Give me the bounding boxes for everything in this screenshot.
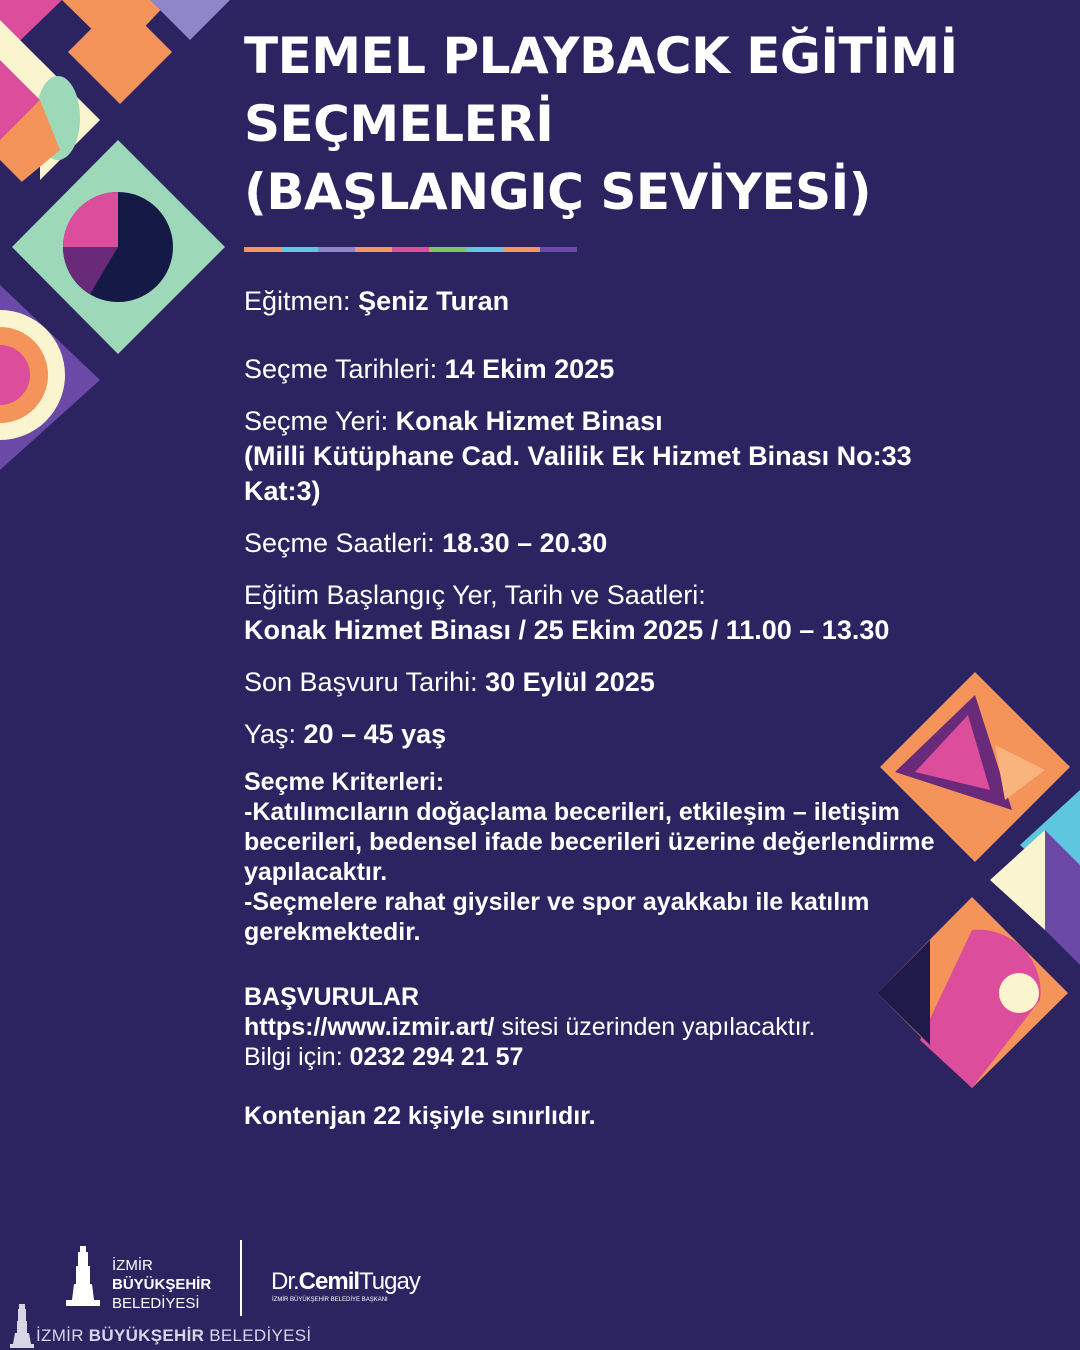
mayor-logo-name: Dr.CemilTugay (271, 1268, 420, 1295)
deadline-value: 30 Eylül 2025 (485, 667, 655, 697)
criteria-line: -Seçmelere rahat giysiler ve spor ayakkabı ile katılım (244, 888, 870, 916)
applications-heading (244, 982, 984, 1012)
event-details (244, 284, 984, 1131)
info-phone-row (244, 1042, 984, 1072)
izmir-logo-line: BÜYÜKŞEHİR (112, 1276, 212, 1293)
title-line: SEÇMELERİ (244, 95, 554, 153)
criteria-line: becerileri, bedensel ifade becerileri üzerine değerlendirme (244, 828, 935, 856)
training-start-value: Konak Hizmet Binası / 25 Ekim 2025 / 11.00 – 13.30 (244, 615, 890, 645)
title-line: (BAŞLANGIÇ SEVİYESİ) (244, 163, 872, 221)
deadline-row (244, 665, 984, 700)
applications-url-link[interactable]: https://www.izmir.art/ (244, 1013, 495, 1041)
training-start-value-row (244, 613, 984, 648)
training-start-label: Eğitim Başlangıç Yer, Tarih ve Saatleri: (244, 580, 706, 610)
audition-dates-value: 14 Ekim 2025 (444, 354, 615, 384)
izmir-logo-line: BELEDİYESİ (112, 1295, 200, 1312)
izmir-clock-tower-icon (66, 1246, 100, 1306)
color-divider (244, 247, 577, 252)
age-row (244, 717, 984, 752)
instructor-label: Eğitmen: (244, 286, 359, 316)
applications-url-suffix: sitesi üzerinden yapılacaktır. (494, 1013, 816, 1041)
logos-area (60, 1238, 480, 1318)
audition-place-row (244, 404, 984, 439)
audition-floor: Kat:3) (244, 476, 321, 506)
quota-note (244, 1101, 984, 1131)
criteria-heading (244, 767, 984, 797)
instructor-row (244, 284, 984, 319)
izmir-logo-line: İZMİR (112, 1257, 153, 1274)
criteria-line: -Katılımcıların doğaçlama becerileri, etkileşim – iletişim (244, 798, 900, 826)
applications-url-row (244, 1012, 984, 1042)
audition-dates-row (244, 352, 984, 387)
audition-address: (Milli Kütüphane Cad. Valilik Ek Hizmet Binası No:33 (244, 441, 912, 471)
footer-clock-tower-icon (8, 1300, 36, 1350)
footer-watermark: İZMİR BÜYÜKŞEHİR BELEDİYESİ (36, 1326, 312, 1345)
audition-place-label: Seçme Yeri: (244, 406, 396, 436)
quota-text: Kontenjan 22 kişiyle sınırlıdır. (244, 1102, 596, 1130)
title-line: TEMEL PLAYBACK EĞİTİMİ (244, 27, 958, 85)
age-label: Yaş: (244, 719, 304, 749)
criteria-line: gerekmektedir. (244, 918, 421, 946)
audition-place-value: Konak Hizmet Binası (395, 406, 663, 436)
logo-separator (240, 1240, 242, 1316)
event-title (244, 22, 1044, 226)
applications-heading-text: BAŞVURULAR (244, 983, 419, 1011)
criteria-heading-text: Seçme Kriterleri: (244, 768, 445, 796)
audition-dates-label: Seçme Tarihleri: (244, 354, 445, 384)
instructor-name: Şeniz Turan (358, 286, 510, 316)
deadline-label: Son Başvuru Tarihi: (244, 667, 486, 697)
audition-hours-row (244, 526, 984, 561)
audition-address-row (244, 439, 984, 474)
audition-floor-row (244, 474, 984, 509)
audition-hours-value: 18.30 – 20.30 (442, 528, 608, 558)
audition-hours-label: Seçme Saatleri: (244, 528, 443, 558)
age-value: 20 – 45 yaş (303, 719, 447, 749)
info-phone[interactable]: 0232 294 21 57 (349, 1043, 524, 1071)
criteria-line: yapılacaktır. (244, 858, 388, 886)
mayor-logo-title: İZMİR BÜYÜKŞEHİR BELEDİYE BAŞKANI (272, 1297, 388, 1303)
info-label: Bilgi için: (244, 1043, 350, 1071)
